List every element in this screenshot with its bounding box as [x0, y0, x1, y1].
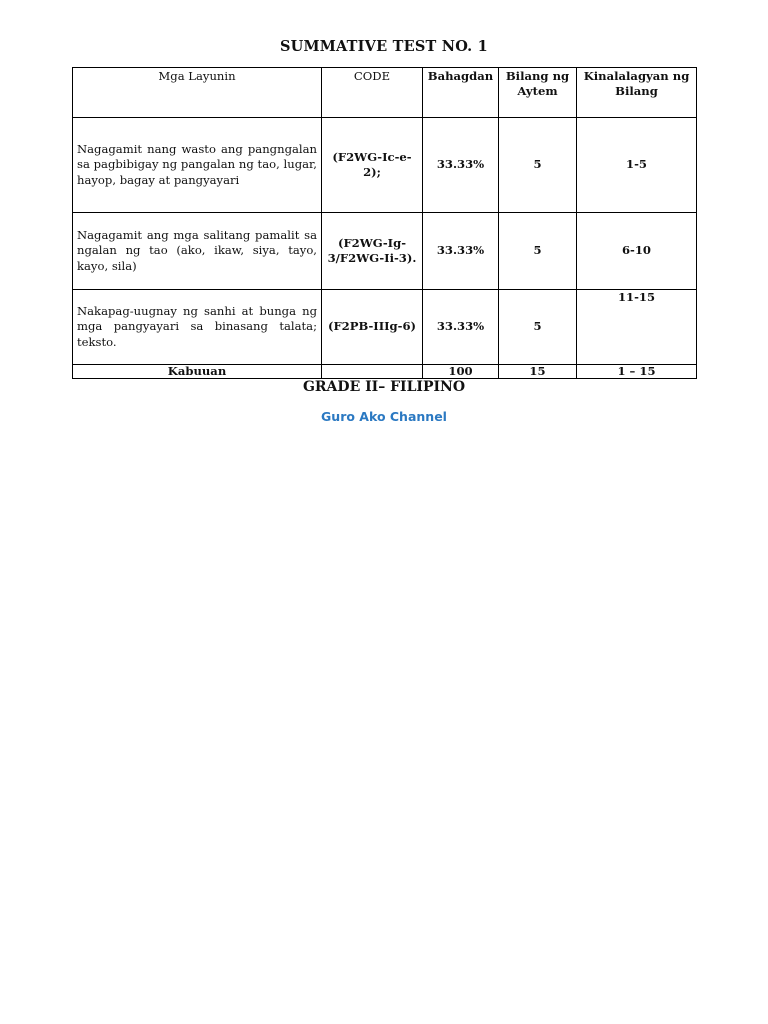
channel-credit: Guro Ako Channel [321, 409, 447, 424]
objective-cell: Nakapag-uugnay ng sanhi at bunga ng mga pangyayari sa binasang talata; teksto. [73, 290, 322, 365]
grade-subject-heading: GRADE II– FILIPINO [302, 379, 466, 395]
placement-cell: 11-15 [577, 290, 697, 365]
table-total-row [73, 365, 697, 379]
total-label-cell: Kabuuan [73, 365, 322, 379]
percent-cell: 33.33% [423, 213, 499, 290]
table-row [73, 118, 697, 213]
total-code-cell [322, 365, 423, 379]
header-item-count: Bilang ng Aytem [499, 68, 577, 118]
item-count-cell: 5 [499, 213, 577, 290]
table-header-row [73, 68, 697, 118]
objective-cell: Nagagamit ang mga salitang pamalit sa ngalan ng tao (ako, ikaw, siya, tayo, kayo, sila) [73, 213, 322, 290]
code-cell: (F2WG-Ic-e-2); [322, 118, 423, 213]
total-placement-cell: 1 – 15 [577, 365, 697, 379]
placement-cell: 1-5 [577, 118, 697, 213]
header-item-placement: Kinalalagyan ng Bilang [577, 68, 697, 118]
table-row [73, 290, 697, 365]
header-percent: Bahagdan [423, 68, 499, 118]
percent-cell: 33.33% [423, 118, 499, 213]
table-of-specifications [72, 67, 697, 379]
placement-cell: 6-10 [577, 213, 697, 290]
percent-cell: 33.33% [423, 290, 499, 365]
code-cell: (F2WG-Ig-3/F2WG-Ii-3). [322, 213, 423, 290]
total-item-count-cell: 15 [499, 365, 577, 379]
total-percent-cell: 100 [423, 365, 499, 379]
document-title: SUMMATIVE TEST NO. 1 [280, 38, 488, 55]
header-code: CODE [322, 68, 423, 118]
table-row [73, 213, 697, 290]
header-objectives: Mga Layunin [73, 68, 322, 118]
item-count-cell: 5 [499, 290, 577, 365]
objective-cell: Nagagamit nang wasto ang pangngalan sa pagbibigay ng pangalan ng tao, lugar, hayop, bagay at pangyayari [73, 118, 322, 213]
code-cell: (F2PB-IIIg-6) [322, 290, 423, 365]
item-count-cell: 5 [499, 118, 577, 213]
